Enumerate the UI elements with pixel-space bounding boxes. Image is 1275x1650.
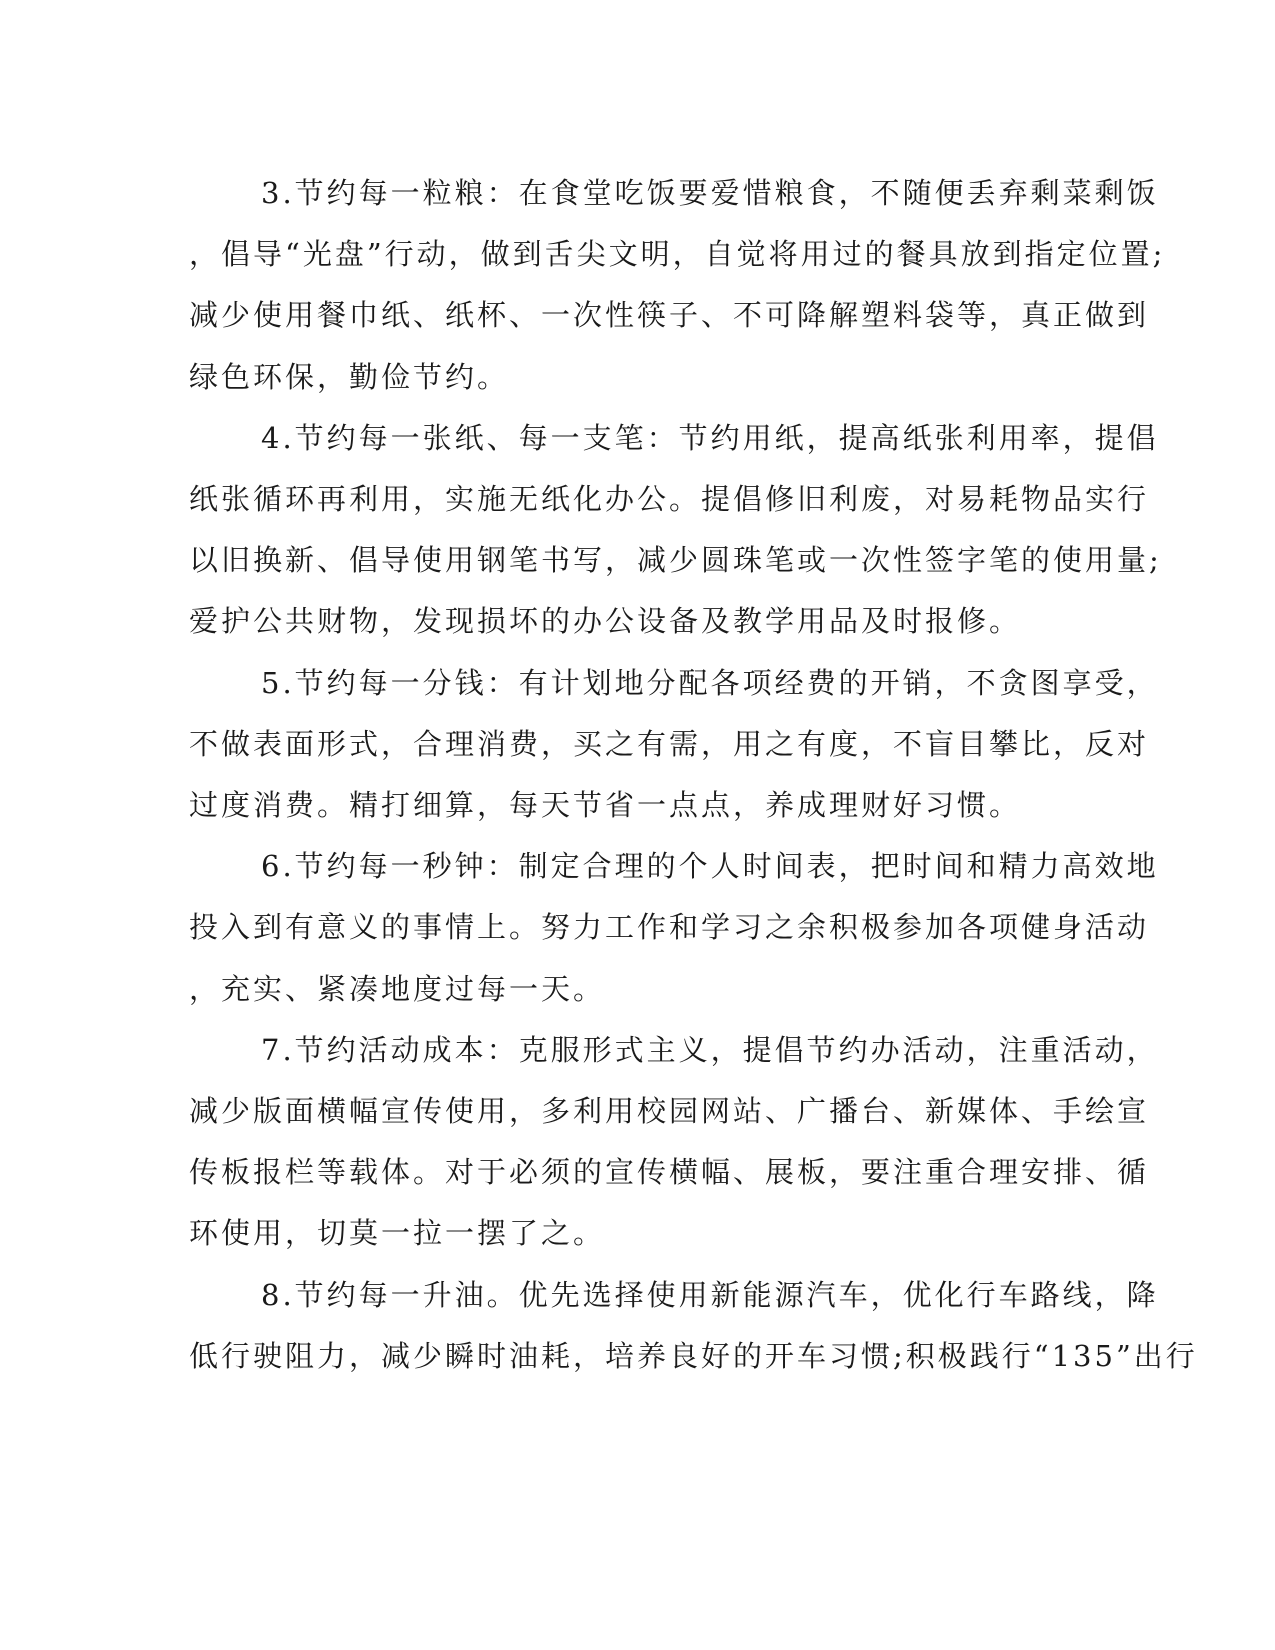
paragraph-line: 爱护公共财物，发现损坏的办公设备及教学用品及时报修。	[189, 604, 1022, 639]
paragraph-line: 过度消费。精打细算，每天节省一点点，养成理财好习惯。	[189, 788, 1022, 823]
paragraph-line: 不做表面形式，合理消费，买之有需，用之有度，不盲目攀比，反对	[189, 726, 1150, 761]
paragraph-line: 5.节约每一分钱：有计划地分配各项经费的开销，不贪图享受，	[261, 665, 1159, 700]
paragraph-line: 8.节约每一升油。优先选择使用新能源汽车，优化行车路线，降	[261, 1277, 1159, 1312]
paragraph-line: 环使用，切莫一拉一摆了之。	[189, 1216, 606, 1251]
paragraph-line: 投入到有意义的事情上。努力工作和学习之余积极参加各项健身活动	[189, 910, 1150, 945]
document-body	[189, 163, 1198, 1387]
paragraph-line: 传板报栏等载体。对于必须的宣传横幅、展板，要注重合理安排、循	[189, 1155, 1150, 1190]
paragraph-line: 3.节约每一粒粮：在食堂吃饭要爱惜粮食，不随便丢弃剩菜剩饭	[261, 176, 1159, 210]
paragraph-line: 4.节约每一张纸、每一支笔：节约用纸，提高纸张利用率，提倡	[261, 420, 1159, 455]
paragraph-save-money	[189, 653, 1159, 837]
paragraph-line: 6.节约每一秒钟：制定合理的个人时间表，把时间和精力高效地	[261, 849, 1159, 884]
paragraph-line: 绿色环保，勤俭节约。	[189, 359, 510, 394]
paragraph-line: ，充实、紧凑地度过每一天。	[189, 971, 606, 1006]
paragraph-line: 低行驶阻力，减少瞬时油耗，培养良好的开车习惯;积极践行“135”出行	[189, 1338, 1198, 1373]
paragraph-save-grain	[189, 163, 1166, 408]
paragraph-line: 纸张循环再利用，实施无纸化办公。提倡修旧利废，对易耗物品实行	[189, 482, 1150, 517]
paragraph-line: 7.节约活动成本：克服形式主义，提倡节约办活动，注重活动，	[261, 1032, 1159, 1067]
paragraph-line: 减少版面横幅宣传使用，多利用校园网站、广播台、新媒体、手绘宣	[189, 1094, 1150, 1129]
paragraph-line: 以旧换新、倡导使用钢笔书写，减少圆珠笔或一次性签字笔的使用量;	[189, 543, 1162, 578]
paragraph-save-activity-cost	[189, 1020, 1159, 1265]
paragraph-line: ，倡导“光盘”行动，做到舌尖文明，自觉将用过的餐具放到指定位置;	[189, 237, 1166, 272]
paragraph-line: 减少使用餐巾纸、纸杯、一次性筷子、不可降解塑料袋等，真正做到	[189, 298, 1150, 333]
paragraph-save-paper	[189, 408, 1162, 653]
paragraph-save-time	[189, 836, 1159, 1020]
paragraph-save-fuel	[189, 1265, 1198, 1387]
